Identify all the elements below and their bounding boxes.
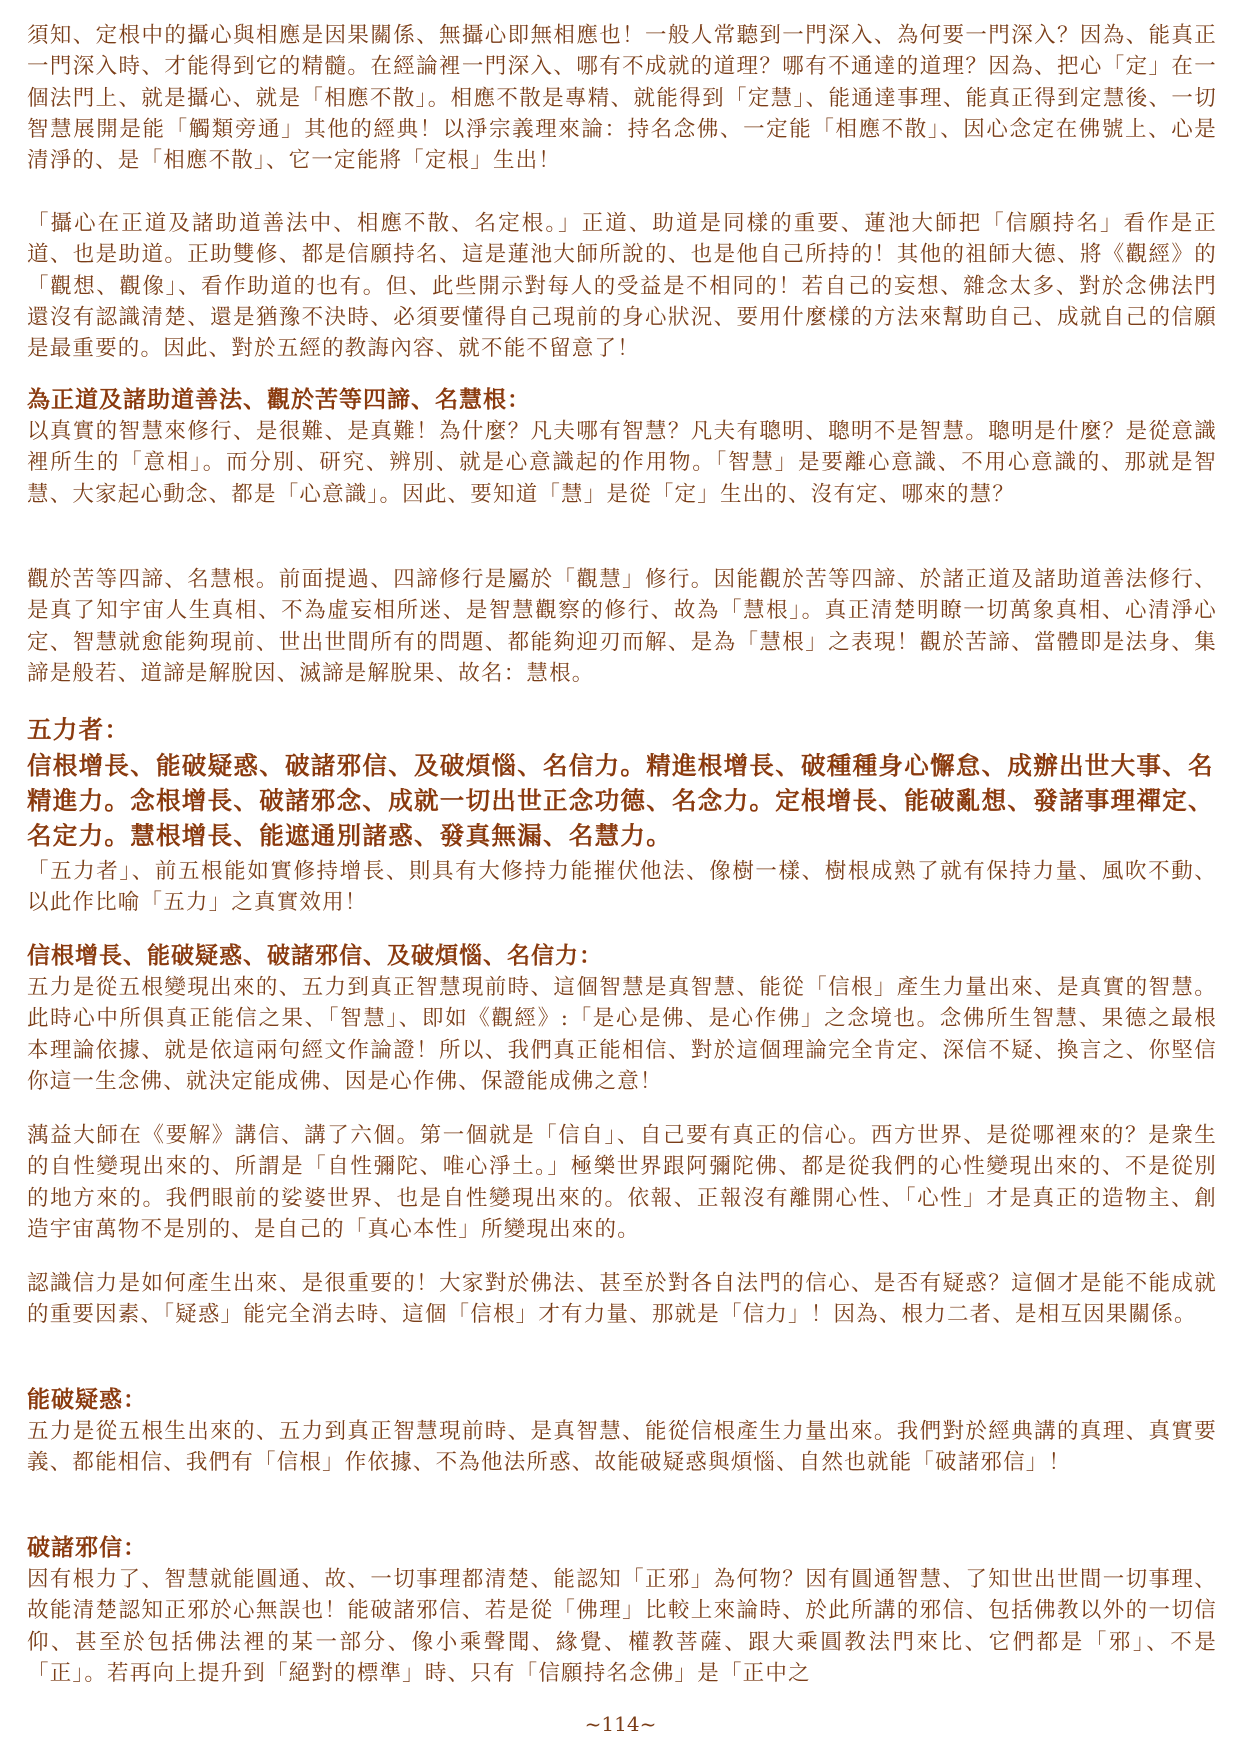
heading-five-powers [27,712,1217,747]
heading-break-doubt [27,1384,1217,1416]
heading-five-powers-definition [27,748,1217,853]
paragraph-text: 「五力者」、前五根能如實修持增長、則具有大修持力能摧伏他法、像樹一樣、樹根成熟了就有保持力量、風吹不動、以此作比喻「五力」之真實效用！ [27,859,1217,916]
paragraph-text: 五力是從五根變現出來的、五力到真正智慧現前時、這個智慧是真智慧、能從「信根」產生力量出來、是真實的智慧。此時心中所俱真正能信之果、「智慧」、即如《觀經》:「是心是佛、是心作佛」之念境也。念佛所生智慧、果德之最根本理論依據、就是依這兩句經文作論證！所以、我們真正能相信、對於這個理論完全肯定、深信不疑、換言之、你堅信你這一生念佛、就決定能成佛、因是心作佛、保證能成佛之意！ [27,975,1217,1094]
paragraph-right-path [27,208,1217,364]
paragraph-text: 五力是從五根生出來的、五力到真正智慧現前時、是真智慧、能從信根產生力量出來。我們對於經典講的真理、真實要義、都能相信、我們有「信根」作依據、不為他法所惑、故能破疑惑與煩惱、自然也就能「破諸邪信」！ [27,1419,1217,1476]
section-heading: 能破疑惑： [27,1386,147,1413]
paragraph-text: 認識信力是如何產生出來、是很重要的！大家對於佛法、甚至於對各自法門的信心、是否有疑惑？這個才是能不能成就的重要因素、「疑惑」能完全消去時、這個「信根」才有力量、那就是「信力」！因為、根力二者、是相互因果關係。 [27,1271,1217,1328]
paragraph-text: 須知、定根中的攝心與相應是因果關係、無攝心即無相應也！一般人常聽到一門深入、為何要一門深入？因為、能真正一門深入時、才能得到它的精髓。在經論裡一門深入、哪有不成就的道理？哪有不通達的道理？因為、把心「定」在一個法門上、就是攝心、就是「相應不散」。相應不散是專精、就能得到「定慧」、能通達事理、能真正得到定慧後、一切智慧展開是能「觸類旁通」其他的經典！以淨宗義理來論：持名念佛、一定能「相應不散」、因心念定在佛號上、心是清淨的、是「相應不散」、它一定能將「定根」生出！ [27,23,1217,174]
paragraph-five-powers-explained [27,856,1217,919]
paragraph-text: 蕅益大師在《要解》講信、講了六個。第一個就是「信自」、自己要有真正的信心。西方世界、是從哪裡來的？是衆生的自性變現出來的、所謂是「自性彌陀、唯心淨土。」極樂世界跟阿彌陀佛、都是從我們的心性變現出來的、不是從別的地方來的。我們眼前的娑婆世界、也是自性變現出來的。依報、正報沒有離開心性、「心性」才是真正的造物主、創造宇宙萬物不是別的、是自己的「真心本性」所變現出來的。 [27,1123,1217,1242]
section-heading: 信根增長、能破疑惑、破諸邪信、及破煩惱、名信力。精進根增長、破種種身心懈怠、成辦出世大事、名精進力。念根增長、破諸邪念、成就一切出世正念功德、名念力。定根增長、能破亂想、發諸事理禪定、名定力。慧根增長、能遮通別諸惑、發真無漏、名慧力。 [27,751,1214,850]
section-heading: 為正道及諸助道善法、觀於苦等四諦、名慧根： [27,386,531,413]
paragraph-faith-power [27,972,1217,1097]
paragraph-recognize-faith [27,1268,1217,1331]
paragraph-break-doubt [27,1416,1217,1479]
paragraph-text: 因有根力了、智慧就能圓通、故、一切事理都清楚、能認知「正邪」為何物？因有圓通智慧、了知世出世間一切事理、故能清楚認知正邪於心無誤也！能破諸邪信、若是從「佛理」比較上來論時、於此所講的邪信、包括佛教以外的一切信仰、甚至於包括佛法裡的某一部分、像小乘聲聞、緣覺、權教菩薩、跟大乘圓教法門來比、它們都是「邪」、不是「正」。若再向上提升到「絕對的標準」時、只有「信願持名念佛」是「正中之 [27,1567,1217,1686]
paragraph-text: 「攝心在正道及諸助道善法中、相應不散、名定根。」正道、助道是同樣的重要、蓮池大師把「信願持名」看作是正道、也是助道。正助雙修、都是信願持名、這是蓮池大師所說的、也是他自己所持的！其他的祖師大德、將《觀經》的「觀想、觀像」、看作助道的也有。但、此些開示對每人的受益是不相同的！若自己的妄想、雜念太多、對於念佛法門還沒有認識清楚、還是猶豫不決時、必須要懂得自己現前的身心狀況、要用什麼樣的方法來幫助自己、成就自己的信願是最重要的。因此、對於五經的教誨內容、就不能不留意了！ [27,211,1217,362]
heading-wisdom-root [27,384,1217,416]
paragraph-true-wisdom [27,416,1217,510]
heading-faith-power [27,940,1217,972]
section-heading: 信根增長、能破疑惑、破諸邪信、及破煩惱、名信力： [27,942,603,969]
section-heading: 破諸邪信： [27,1534,147,1561]
heading-break-wrong-beliefs [27,1532,1217,1564]
paragraph-definite-root-intro [27,20,1217,176]
paragraph-break-wrong-beliefs [27,1564,1217,1689]
paragraph-ouyi-master [27,1120,1217,1245]
paragraph-text: 以真實的智慧來修行、是很難、是真難！為什麼？凡夫哪有智慧？凡夫有聰明、聰明不是智慧。聰明是什麼？是從意識裡所生的「意相」。而分別、研究、辨別、就是心意識起的作用物。「智慧」是要離心意識、不用心意識的、那就是智慧、大家起心動念、都是「心意識」。因此、要知道「慧」是從「定」生出的、沒有定、哪來的慧？ [27,419,1217,507]
paragraph-text: 觀於苦等四諦、名慧根。前面提過、四諦修行是屬於「觀慧」修行。因能觀於苦等四諦、於諸正道及諸助道善法修行、是真了知宇宙人生真相、不為虛妄相所迷、是智慧觀察的修行、故為「慧根」。真正清楚明瞭一切萬象真相、心清淨心定、智慧就愈能夠現前、世出世間所有的問題、都能夠迎刃而解、是為「慧根」之表現！觀於苦諦、當體即是法身、集諦是般若、道諦是解脫因、滅諦是解脫果、故名：慧根。 [27,567,1217,686]
section-heading: 五力者： [27,715,131,744]
paragraph-four-truths [27,564,1217,689]
page-number: ~114~ [584,1712,657,1736]
